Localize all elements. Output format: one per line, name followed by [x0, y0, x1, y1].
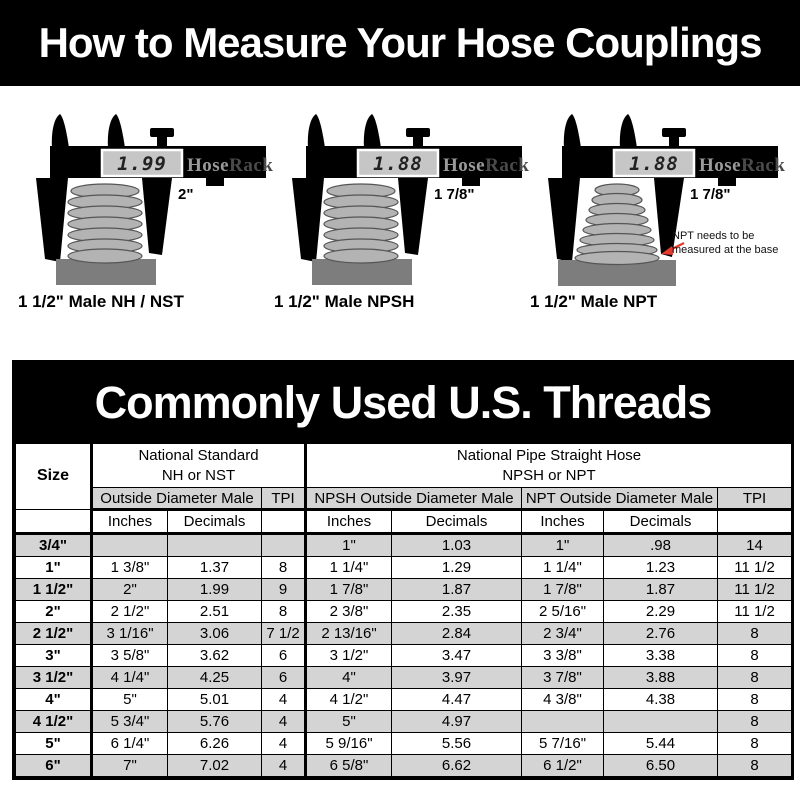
table-row	[16, 645, 792, 667]
table-row	[16, 733, 792, 755]
cell-nh_dec: 5.76	[168, 711, 262, 733]
cell-npsh_dec: 2.35	[392, 601, 522, 623]
cell-npt_dec: 1.87	[604, 579, 718, 601]
col-header-npsh-inches: Inches	[306, 510, 392, 534]
cell-nh_tpi: 4	[262, 711, 306, 733]
cell-npsh_in: 5"	[306, 711, 392, 733]
cell-nh_dec: 2.51	[168, 601, 262, 623]
col-header-nh-inches: Inches	[92, 510, 168, 534]
table-title: Commonly Used U.S. Threads	[94, 377, 712, 428]
cell-size: 4"	[16, 689, 92, 711]
caliper-figure-npsh	[266, 112, 530, 312]
col-header-npt-decimals: Decimals	[604, 510, 718, 534]
cell-nh_dec: 3.62	[168, 645, 262, 667]
cell-np_tpi: 8	[718, 667, 792, 689]
thumb-screw-cap	[406, 128, 430, 137]
cell-npsh_in: 1 7/8"	[306, 579, 392, 601]
slider-step	[718, 178, 736, 186]
table-row	[16, 579, 792, 601]
cell-npt_dec: 2.29	[604, 601, 718, 623]
caliper-illustrations	[0, 112, 800, 312]
cell-npt_in: 4 3/8"	[522, 689, 604, 711]
col-header-size: Size	[16, 444, 92, 510]
cell-npsh_in: 3 1/2"	[306, 645, 392, 667]
cell-nh_in: 1 3/8"	[92, 557, 168, 579]
caliper-right-jaw	[142, 178, 172, 255]
caliper-upper-movable-jaw	[620, 114, 637, 148]
caliper-icon	[266, 112, 530, 290]
display-value: 1.99	[117, 153, 167, 175]
np-group-line1: National Pipe Straight Hose	[456, 447, 642, 464]
caliper-upper-fixed-jaw	[308, 114, 325, 148]
page-title: How to Measure Your Hose Couplings	[38, 19, 762, 66]
cell-npt_dec: .98	[604, 534, 718, 557]
col-header-np-tpi-spacer	[718, 510, 792, 534]
cell-size: 1"	[16, 557, 92, 579]
header-band-row	[16, 488, 792, 510]
cell-npsh_dec: 3.47	[392, 645, 522, 667]
cell-npt_dec: 3.88	[604, 667, 718, 689]
cell-np_tpi: 14	[718, 534, 792, 557]
col-header-nh-od: Outside Diameter Male	[92, 488, 262, 510]
col-header-npt-od: NPT Outside Diameter Male	[522, 488, 718, 510]
cell-npsh_dec: 2.84	[392, 623, 522, 645]
cell-nh_tpi: 4	[262, 689, 306, 711]
brand-logo: HoseRack	[187, 155, 274, 176]
cell-nh_in: 3 5/8"	[92, 645, 168, 667]
brand-logo: HoseRack	[699, 155, 786, 176]
cell-npt_in: 2 3/4"	[522, 623, 604, 645]
cell-np_tpi: 8	[718, 733, 792, 755]
slider-step	[206, 178, 224, 186]
cell-nh_in: 3 1/16"	[92, 623, 168, 645]
caliper-figure-npt	[522, 112, 786, 312]
npt-measure-note	[672, 230, 778, 258]
cell-nh_dec: 6.26	[168, 733, 262, 755]
cell-npt_in: 1 1/4"	[522, 557, 604, 579]
cell-nh_tpi: 8	[262, 557, 306, 579]
cell-nh_dec: 1.37	[168, 557, 262, 579]
npt-note-line1: NPT needs to be	[672, 230, 755, 242]
cell-npt_dec: 3.38	[604, 645, 718, 667]
cell-npt_in: 3 3/8"	[522, 645, 604, 667]
npt-note-line2: measured at the base	[672, 243, 779, 256]
cell-npsh_in: 6 5/8"	[306, 755, 392, 777]
cell-nh_dec: 4.25	[168, 667, 262, 689]
col-group-national-pipe	[306, 444, 792, 488]
caliper-left-jaw	[36, 178, 68, 262]
cell-np_tpi: 8	[718, 689, 792, 711]
threads-table-section	[12, 360, 794, 780]
cell-size: 1 1/2"	[16, 579, 92, 601]
cell-np_tpi: 8	[718, 645, 792, 667]
cell-nh_in: 6 1/4"	[92, 733, 168, 755]
display-value: 1.88	[629, 153, 679, 175]
cell-size: 3/4"	[16, 534, 92, 557]
caliper-left-jaw	[548, 178, 580, 262]
cell-nh_dec: 5.01	[168, 689, 262, 711]
cell-np_tpi: 8	[718, 755, 792, 777]
display-value: 1.88	[373, 153, 423, 175]
cell-nh_tpi: 6	[262, 645, 306, 667]
cell-np_tpi: 8	[718, 623, 792, 645]
cell-npsh_in: 4 1/2"	[306, 689, 392, 711]
table-row	[16, 557, 792, 579]
slider-step	[462, 178, 480, 186]
cell-nh_dec	[168, 534, 262, 557]
cell-npsh_dec: 4.47	[392, 689, 522, 711]
cell-nh_in: 5"	[92, 689, 168, 711]
col-header-size-spacer	[16, 510, 92, 534]
thread-icon	[324, 184, 398, 263]
thread-icon	[68, 184, 142, 263]
cell-npt_in: 6 1/2"	[522, 755, 604, 777]
cell-npt_dec: 5.44	[604, 733, 718, 755]
nh-group-line2: NH or NST	[161, 466, 236, 484]
cell-npt_in: 1 7/8"	[522, 579, 604, 601]
cell-npsh_dec: 1.03	[392, 534, 522, 557]
table-row	[16, 755, 792, 777]
cell-npt_in	[522, 711, 604, 733]
thumb-screw-cap	[662, 128, 686, 137]
cell-size: 3"	[16, 645, 92, 667]
cell-npt_in: 2 5/16"	[522, 601, 604, 623]
main-title-banner	[0, 0, 800, 86]
cell-np_tpi: 11 1/2	[718, 601, 792, 623]
caliper-upper-movable-jaw	[108, 114, 125, 148]
cell-npt_dec: 2.76	[604, 623, 718, 645]
col-header-nh-tpi-spacer	[262, 510, 306, 534]
cell-npsh_in: 2 13/16"	[306, 623, 392, 645]
cell-npt_in: 3 7/8"	[522, 667, 604, 689]
cell-size: 3 1/2"	[16, 667, 92, 689]
cell-npsh_in: 5 9/16"	[306, 733, 392, 755]
cell-npsh_dec: 4.97	[392, 711, 522, 733]
cell-npsh_dec: 5.56	[392, 733, 522, 755]
np-group-line2: NPSH or NPT	[502, 466, 596, 484]
cell-npsh_dec: 3.97	[392, 667, 522, 689]
cell-nh_in: 4 1/4"	[92, 667, 168, 689]
caliper-upper-movable-jaw	[364, 114, 381, 148]
cell-nh_tpi: 7 1/2	[262, 623, 306, 645]
cell-npsh_in: 2 3/8"	[306, 601, 392, 623]
caliper-right-jaw	[398, 178, 428, 255]
cell-nh_tpi: 9	[262, 579, 306, 601]
cell-nh_in	[92, 534, 168, 557]
measure-label: 1 7/8"	[434, 186, 475, 203]
cell-npsh_dec: 1.87	[392, 579, 522, 601]
caliper-figure-nh-nst	[10, 112, 274, 312]
col-header-nh-tpi: TPI	[262, 488, 306, 510]
caliper-caption: 1 1/2" Male NPSH	[274, 292, 415, 311]
header-group-row	[16, 444, 792, 488]
table-row	[16, 667, 792, 689]
cell-nh_dec: 3.06	[168, 623, 262, 645]
cell-npt_dec: 1.23	[604, 557, 718, 579]
cell-nh_tpi: 4	[262, 755, 306, 777]
table-title-banner	[15, 363, 791, 443]
cell-np_tpi: 8	[718, 711, 792, 733]
col-header-np-tpi: TPI	[718, 488, 792, 510]
table-body	[16, 534, 792, 777]
cell-nh_in: 2"	[92, 579, 168, 601]
caliper-caption: 1 1/2" Male NH / NST	[18, 292, 184, 311]
cell-size: 4 1/2"	[16, 711, 92, 733]
thread-icon-tapered	[575, 184, 659, 265]
thumb-screw-cap	[150, 128, 174, 137]
col-group-national-standard	[92, 444, 306, 488]
cell-nh_in: 2 1/2"	[92, 601, 168, 623]
cell-npt_in: 1"	[522, 534, 604, 557]
table-row	[16, 623, 792, 645]
col-header-nh-decimals: Decimals	[168, 510, 262, 534]
cell-nh_tpi: 4	[262, 733, 306, 755]
header-sub-row	[16, 510, 792, 534]
cell-npt_in: 5 7/16"	[522, 733, 604, 755]
cell-nh_tpi: 8	[262, 601, 306, 623]
cell-size: 5"	[16, 733, 92, 755]
cell-npsh_in: 1 1/4"	[306, 557, 392, 579]
col-header-npt-inches: Inches	[522, 510, 604, 534]
cell-nh_in: 7"	[92, 755, 168, 777]
cell-nh_dec: 7.02	[168, 755, 262, 777]
cell-npt_dec: 4.38	[604, 689, 718, 711]
measure-label: 1 7/8"	[690, 186, 731, 203]
caliper-upper-fixed-jaw	[52, 114, 69, 148]
threads-table	[15, 443, 792, 777]
caliper-icon	[10, 112, 274, 290]
cell-nh_in: 5 3/4"	[92, 711, 168, 733]
nh-group-line1: National Standard	[138, 447, 259, 464]
cell-nh_dec: 1.99	[168, 579, 262, 601]
caliper-left-jaw	[292, 178, 324, 262]
cell-np_tpi: 11 1/2	[718, 579, 792, 601]
brand-logo: HoseRack	[443, 155, 530, 176]
cell-npsh_in: 4"	[306, 667, 392, 689]
cell-npsh_dec: 1.29	[392, 557, 522, 579]
col-header-npsh-od: NPSH Outside Diameter Male	[306, 488, 522, 510]
cell-npt_dec	[604, 711, 718, 733]
cell-nh_tpi: 6	[262, 667, 306, 689]
measure-label: 2"	[178, 186, 194, 203]
table-row	[16, 534, 792, 557]
table-row	[16, 601, 792, 623]
table-row	[16, 711, 792, 733]
caliper-upper-fixed-jaw	[564, 114, 581, 148]
cell-nh_tpi	[262, 534, 306, 557]
col-header-npsh-decimals: Decimals	[392, 510, 522, 534]
caliper-icon	[522, 112, 786, 290]
cell-size: 6"	[16, 755, 92, 777]
cell-npsh_dec: 6.62	[392, 755, 522, 777]
caliper-caption: 1 1/2" Male NPT	[530, 292, 658, 311]
cell-npt_dec: 6.50	[604, 755, 718, 777]
cell-size: 2"	[16, 601, 92, 623]
table-row	[16, 689, 792, 711]
cell-np_tpi: 11 1/2	[718, 557, 792, 579]
cell-size: 2 1/2"	[16, 623, 92, 645]
cell-npsh_in: 1"	[306, 534, 392, 557]
